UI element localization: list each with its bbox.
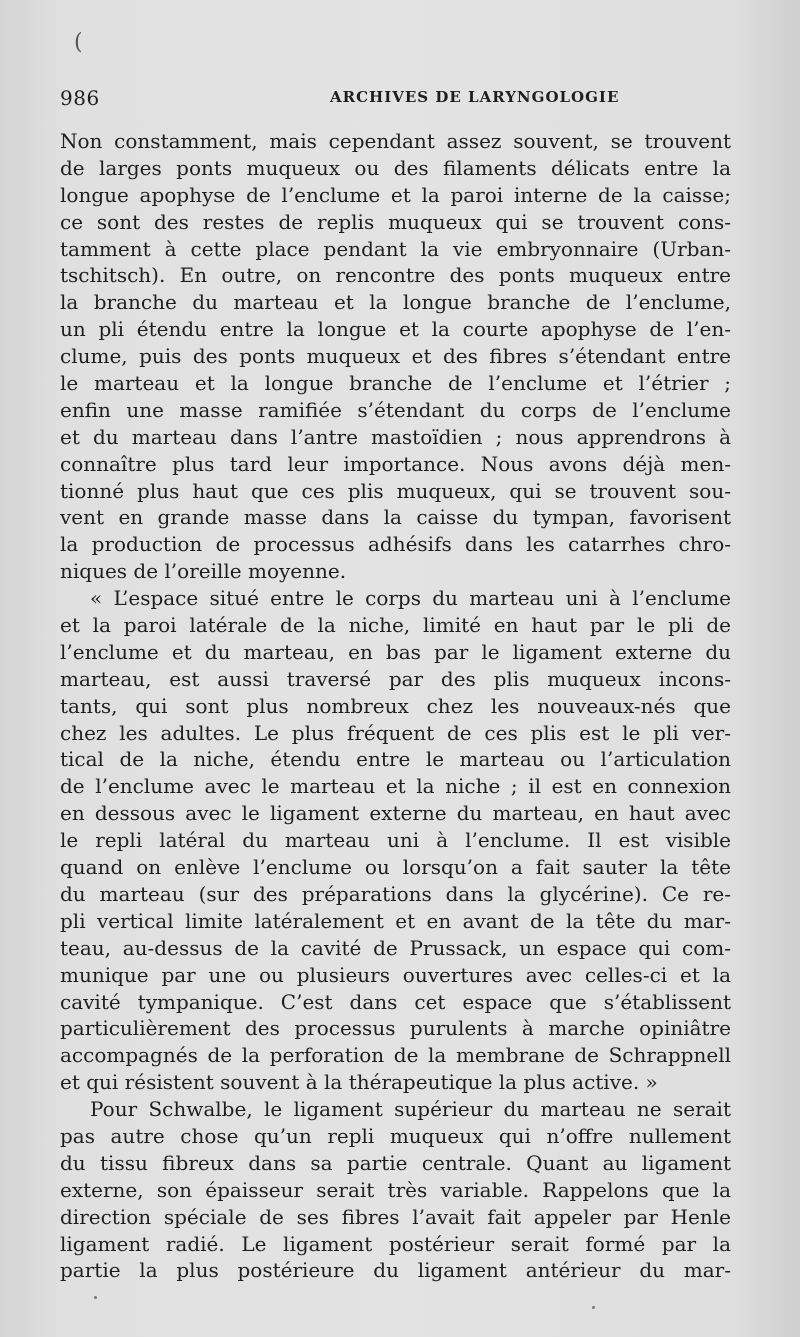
text-line: et la paroi latérale de la niche, limité en haut par le pli de bbox=[60, 613, 731, 638]
page-number: 986 bbox=[60, 86, 100, 110]
text-line: marteau, est aussi traversé par des plis muqueux incons- bbox=[60, 666, 731, 691]
text-line: et du marteau dans l’antre mastoïdien ; nous apprendrons à bbox=[60, 424, 731, 449]
text-line: particulièrement des processus purulents à marche opiniâtre bbox=[60, 1016, 731, 1041]
text-line: accompagnés de la perforation de la membrane de Schrappnell bbox=[60, 1043, 731, 1068]
text-line: ligament radié. Le ligament postérieur serait formé par la bbox=[60, 1231, 731, 1256]
text-line: le marteau et la longue branche de l’enclume et l’étrier ; bbox=[60, 371, 731, 396]
text-line: Pour Schwalbe, le ligament supérieur du marteau ne serait bbox=[90, 1097, 731, 1122]
body-text bbox=[60, 128, 731, 1284]
text-line: longue apophyse de l’enclume et la paroi interne de la caisse; bbox=[60, 182, 731, 207]
text-line: munique par une ou plusieurs ouvertures avec celles-ci et la bbox=[60, 962, 731, 987]
text-line: niques de l’oreille moyenne. bbox=[60, 559, 347, 584]
page-header bbox=[60, 86, 740, 110]
text-line: direction spéciale de ses fibres l’avait fait appeler par Henle bbox=[60, 1204, 731, 1229]
text-line: ce sont des restes de replis muqueux qui se trouvent cons- bbox=[60, 209, 731, 234]
text-line: tschitsch). En outre, on rencontre des ponts muqueux entre bbox=[60, 263, 731, 288]
text-line: en dessous avec le ligament externe du marteau, en haut avec bbox=[60, 801, 731, 826]
text-line: de l’enclume avec le marteau et la niche ; il est en connexion bbox=[60, 774, 731, 799]
text-line: la branche du marteau et la longue branche de l’enclume, bbox=[60, 290, 731, 315]
text-line: tamment à cette place pendant la vie embryonnaire (Urban- bbox=[60, 236, 731, 261]
text-line: le repli latéral du marteau uni à l’enclume. Il est visible bbox=[60, 828, 731, 853]
paper-speck bbox=[94, 1296, 97, 1299]
text-line: pli vertical limite latéralement et en avant de la tête du mar- bbox=[60, 908, 731, 933]
text-line: de larges ponts muqueux ou des filaments délicats entre la bbox=[60, 155, 731, 180]
text-line: tical de la niche, étendu entre le marteau ou l’articulation bbox=[60, 747, 731, 772]
text-line: connaître plus tard leur importance. Nous avons déjà men- bbox=[60, 451, 731, 476]
text-line: un pli étendu entre la longue et la courte apophyse de l’en- bbox=[60, 317, 731, 342]
text-line: chez les adultes. Le plus fréquent de ces plis est le pli ver- bbox=[60, 720, 731, 745]
text-line: vent en grande masse dans la caisse du tympan, favorisent bbox=[60, 505, 731, 530]
text-line: partie la plus postérieure du ligament antérieur du mar- bbox=[60, 1258, 731, 1283]
text-line: quand on enlève l’enclume ou lorsqu’on a fait sauter la tête bbox=[60, 855, 731, 880]
text-line: tants, qui sont plus nombreux chez les nouveaux-nés que bbox=[60, 693, 731, 718]
margin-mark: ( bbox=[74, 30, 83, 55]
text-line: Non constamment, mais cependant assez souvent, se trouvent bbox=[60, 129, 731, 153]
text-line: « L’espace situé entre le corps du marteau uni à l’enclume bbox=[90, 586, 731, 611]
paper-speck bbox=[592, 1306, 595, 1309]
text-line: l’enclume et du marteau, en bas par le ligament externe du bbox=[60, 639, 731, 664]
text-line: la production de processus adhésifs dans les catarrhes chro- bbox=[60, 532, 731, 557]
text-line: teau, au-dessus de la cavité de Prussack, un espace qui com- bbox=[60, 935, 731, 960]
text-line: et qui résistent souvent à la thérapeutique la plus active. » bbox=[60, 1070, 658, 1095]
text-line: externe, son épaisseur serait très variable. Rappelons que la bbox=[60, 1177, 731, 1202]
text-line: cavité tympanique. C’est dans cet espace que s’établissent bbox=[60, 989, 731, 1014]
text-line: du marteau (sur des préparations dans la glycérine). Ce re- bbox=[60, 881, 731, 906]
text-line: enfin une masse ramifiée s’étendant du corps de l’enclume bbox=[60, 397, 731, 422]
text-line: clume, puis des ponts muqueux et des fibres s’étendant entre bbox=[60, 344, 731, 369]
running-title: ARCHIVES DE LARYNGOLOGIE bbox=[330, 88, 620, 106]
text-line: tionné plus haut que ces plis muqueux, qui se trouvent sou- bbox=[60, 478, 731, 503]
text-line: pas autre chose qu’un repli muqueux qui n’offre nullement bbox=[60, 1123, 731, 1148]
text-line: du tissu fibreux dans sa partie centrale. Quant au ligament bbox=[60, 1150, 731, 1175]
